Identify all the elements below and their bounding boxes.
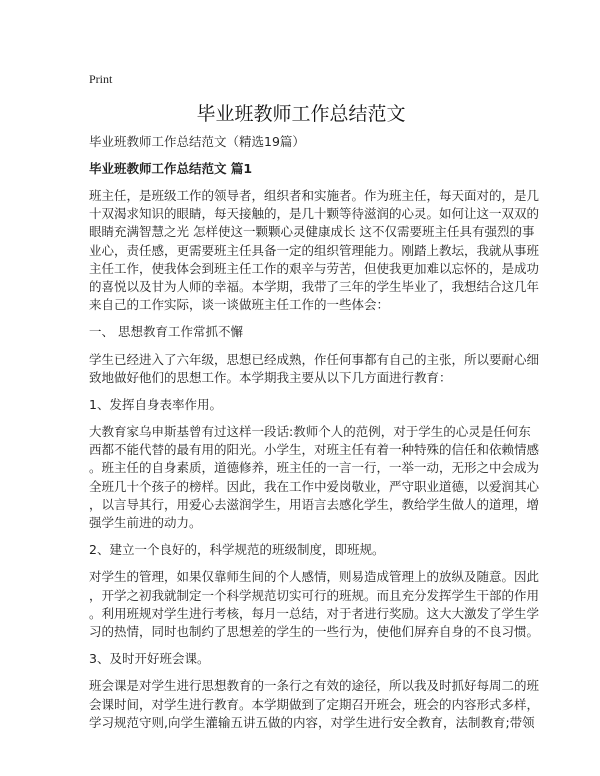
document-body — [89, 187, 540, 732]
paragraph-line: 习的热情，同时也制约了思想差的学生的一些行为，使他们屏弃自身的不良习惯。 — [89, 623, 540, 639]
paragraph-line: 来自己的工作实际，谈一谈做班主任工作的一些体会： — [89, 297, 390, 313]
paragraph — [89, 396, 513, 414]
paragraph-line: 学习规范守则,向学生灌输五讲五做的内容，对学生进行安全教育，法制教育;带领 — [89, 714, 535, 730]
paragraph-line: 班主任，是班级工作的领导者，组织者和实施者。作为班主任，每天面对的，是几 — [89, 188, 540, 203]
paragraph-line: 对学生的管理，如果仅靠师生间的个人感情，则易造成管理上的放纵及随意。因此 — [89, 569, 540, 585]
paragraph — [89, 187, 540, 314]
paragraph-line: 班会课是对学生进行思想教育的一条行之有效的途径，所以我及时抓好每周二的班 — [89, 678, 540, 694]
document-subtitle: 毕业班教师工作总结范文（精选19篇） — [89, 134, 305, 149]
paragraph-line: 3、及时开好班会课。 — [89, 651, 210, 667]
document-page — [89, 70, 540, 732]
paragraph-line: 学生已经进入了六年级，思想已经成熟，作任何事都有自己的主张，所以要耐心细 — [89, 351, 540, 367]
paragraph — [89, 568, 540, 641]
paragraph-line: 2、建立一个良好的，科学规范的班级制度，即班规。 — [89, 542, 385, 558]
paragraph-line: 1、发挥自身表率作用。 — [89, 396, 222, 412]
paragraph-line: 一、 思想教育工作常抓不懈 — [89, 324, 243, 340]
paragraph-line: 。班主任的自身素质，道德修养，班主任的一言一行，一举一动，无形之中会成为 — [89, 460, 540, 476]
paragraph-line: 会课时间，对学生进行教育。本学期做到了定期召开班会，班会的内容形式多样， — [89, 696, 540, 712]
paragraph — [89, 323, 513, 341]
paragraph-line: 致地做好他们的思想工作。本学期我主要从以下几方面进行教育： — [89, 369, 452, 385]
paragraph-line: 主任工作，使我体会到班主任工作的艰辛与劳苦，但使我更加难以忘怀的，是成功 — [89, 260, 540, 276]
paragraph — [89, 423, 540, 532]
paragraph-line: ，开学之初我就制定一个科学规范切实可行的班规。而且充分发挥学生干部的作用 — [89, 587, 540, 603]
paragraph-line: 强学生前进的动力。 — [89, 515, 202, 530]
print-label[interactable]: Print — [89, 72, 113, 86]
section-heading: 毕业班教师工作总结范文 篇1 — [89, 161, 253, 176]
paragraph-line: 全班几十个孩子的榜样。因此，我在工作中爱岗敬业，严守职业道德，以爱润其心 — [89, 478, 540, 494]
paragraph-line: 。利用班规对学生进行考核，每月一总结，对于者进行奖励。这大大激发了学生学 — [89, 605, 540, 621]
paragraph — [89, 541, 513, 559]
paragraph-line: 十双渴求知识的眼睛，每天接触的，是几十颗等待滋润的心灵。如何让这一双双的 — [89, 206, 540, 222]
document-title: 毕业班教师工作总结范文 — [196, 103, 406, 125]
paragraph-line: 的喜悦以及甘为人师的幸福。本学期，我带了三年的学生毕业了，我想结合这几年 — [89, 278, 540, 294]
paragraph — [89, 677, 540, 732]
paragraph-line: 西都不能代替的最有用的阳光。小学生，对班主任有着一种特殊的信任和依赖情感 — [89, 442, 540, 458]
paragraph-line: 眼睛充满智慧之光 怎样使这一颗颗心灵健康成长 这不仅需要班主任具有强烈的事 — [89, 224, 535, 240]
paragraph-line: 业心，责任感，更需要班主任具备一定的组织管理能力。刚踏上教坛，我就从事班 — [89, 242, 540, 258]
paragraph-line: ，以言导其行，用爱心去滋润学生，用语言去感化学生，教给学生做人的道理，增 — [89, 496, 540, 512]
paragraph — [89, 650, 513, 668]
paragraph-line: 大教育家乌申斯基曾有过这样一段话:教师个人的范例，对于学生的心灵是任何东 — [89, 424, 531, 440]
paragraph — [89, 351, 540, 387]
